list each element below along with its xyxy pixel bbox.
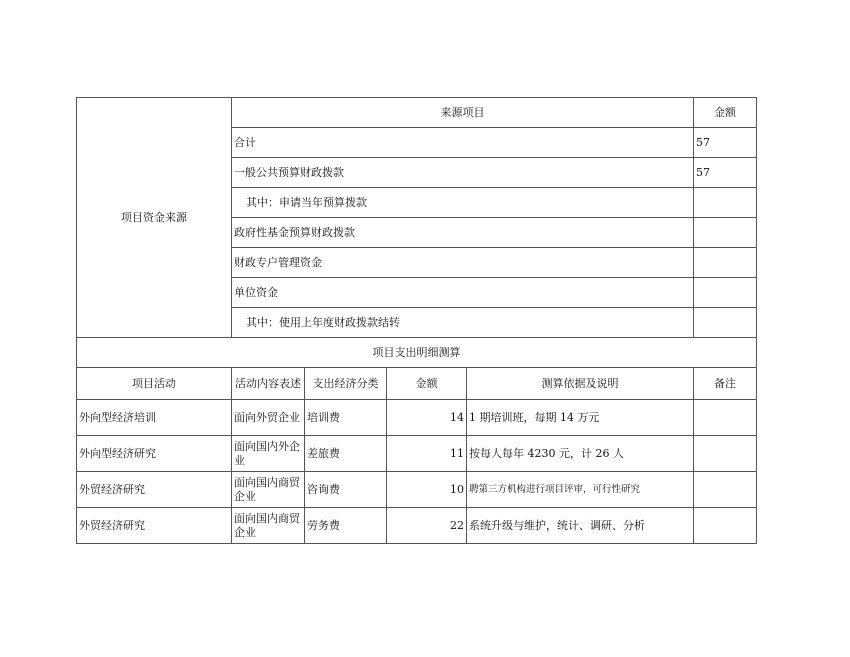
funding-row-amount: 57: [694, 128, 757, 158]
expense-header-row: [77, 368, 757, 400]
expense-amount: 11: [387, 436, 467, 472]
expense-amount: 14: [387, 400, 467, 436]
funding-row-amount: [694, 248, 757, 278]
content-header: 活动内容表述: [232, 368, 305, 400]
expense-category: 培训费: [305, 400, 387, 436]
expense-row: [77, 400, 757, 436]
funding-row-label: 其中：使用上年度财政拨款结转: [232, 308, 694, 338]
expense-title-row: [77, 338, 757, 368]
funding-row-label: 政府性基金预算财政拨款: [232, 218, 694, 248]
category-header: 支出经济分类: [305, 368, 387, 400]
expense-content: 面向国内商贸企业: [232, 508, 305, 544]
funding-row-label: 合计: [232, 128, 694, 158]
expense-amount: 10: [387, 472, 467, 508]
expense-activity: 外向型经济研究: [77, 436, 232, 472]
funding-row-amount: [694, 188, 757, 218]
activity-header: 项目活动: [77, 368, 232, 400]
funding-section-label: 项目资金来源: [77, 98, 232, 338]
expense-basis: 系统升级与维护，统计、调研、分析: [467, 508, 694, 544]
expense-basis: 按每人每年 4230 元，计 26 人: [467, 436, 694, 472]
expense-activity: 外贸经济研究: [77, 508, 232, 544]
expense-activity: 外贸经济研究: [77, 472, 232, 508]
funding-row-amount: 57: [694, 158, 757, 188]
budget-table: [76, 97, 757, 544]
source-item-header: 来源项目: [232, 98, 694, 128]
expense-section-title: 项目支出明细测算: [77, 338, 757, 368]
funding-row-amount: [694, 218, 757, 248]
funding-row-amount: [694, 278, 757, 308]
funding-row-label: 其中：申请当年预算拨款: [232, 188, 694, 218]
expense-amount-header: 金额: [387, 368, 467, 400]
funding-header-row: [77, 98, 757, 128]
expense-category: 咨询费: [305, 472, 387, 508]
basis-header: 测算依据及说明: [467, 368, 694, 400]
funding-row-label: 财政专户管理资金: [232, 248, 694, 278]
expense-row: [77, 472, 757, 508]
expense-activity: 外向型经济培训: [77, 400, 232, 436]
expense-remark: [694, 436, 757, 472]
funding-row-amount: [694, 308, 757, 338]
expense-category: 差旅费: [305, 436, 387, 472]
expense-basis: 1 期培训班，每期 14 万元: [467, 400, 694, 436]
expense-basis: 聘第三方机构进行项目评审，可行性研究: [467, 472, 694, 508]
amount-header: 金额: [694, 98, 757, 128]
expense-remark: [694, 508, 757, 544]
funding-row-label: 一般公共预算财政拨款: [232, 158, 694, 188]
expense-row: [77, 436, 757, 472]
expense-content: 面向国内商贸企业: [232, 472, 305, 508]
expense-remark: [694, 472, 757, 508]
expense-remark: [694, 400, 757, 436]
funding-row-label: 单位资金: [232, 278, 694, 308]
expense-amount: 22: [387, 508, 467, 544]
expense-category: 劳务费: [305, 508, 387, 544]
expense-row: [77, 508, 757, 544]
expense-content: 面向国内外企业: [232, 436, 305, 472]
remark-header: 备注: [694, 368, 757, 400]
expense-content: 面向外贸企业: [232, 400, 305, 436]
